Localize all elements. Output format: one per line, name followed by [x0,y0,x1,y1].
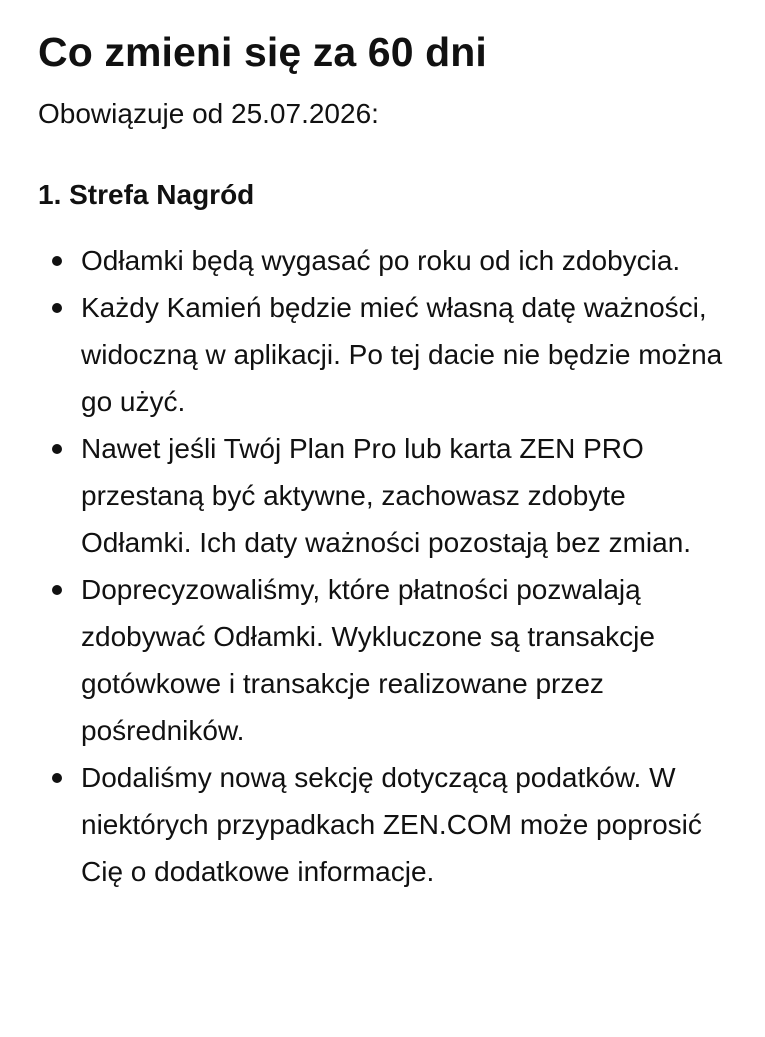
list-item [38,754,735,895]
list-item [38,237,735,284]
list-item-text: Odłamki będą wygasać po roku od ich zdobycia. [81,245,681,277]
bullet-list [38,237,735,895]
effective-date-text: Obowiązuje od 25.07.2026: [38,98,379,130]
bullet-icon [52,773,62,783]
list-item [38,566,735,754]
list-item-text: Nawet jeśli Twój Plan Pro lub karta ZEN PRO przestaną być aktywne, zachowasz zdobyte Odłamki. Ich daty ważności pozostają bez zmian. [81,433,692,559]
list-item-text: Każdy Kamień będzie mieć własną datę ważności, widoczną w aplikacji. Po tej dacie nie będzie można go użyć. [81,292,723,418]
section-heading: 1. Strefa Nagród [38,178,255,210]
bullet-icon [52,303,62,313]
list-item [38,284,735,425]
bullet-icon [52,444,62,454]
list-item [38,425,735,566]
bullet-icon [52,585,62,595]
page-title: Co zmieni się za 60 dni [38,29,487,75]
list-item-text: Dodaliśmy nową sekcję dotyczącą podatków. W niektórych przypadkach ZEN.COM może poprosić Cię o dodatkowe informacje. [81,762,702,888]
bullet-icon [52,256,62,266]
list-item-text: Doprecyzowaliśmy, które płatności pozwalają zdobywać Odłamki. Wykluczone są transakcje gotówkowe i transakcje realizowane przez pośredników. [81,574,655,747]
